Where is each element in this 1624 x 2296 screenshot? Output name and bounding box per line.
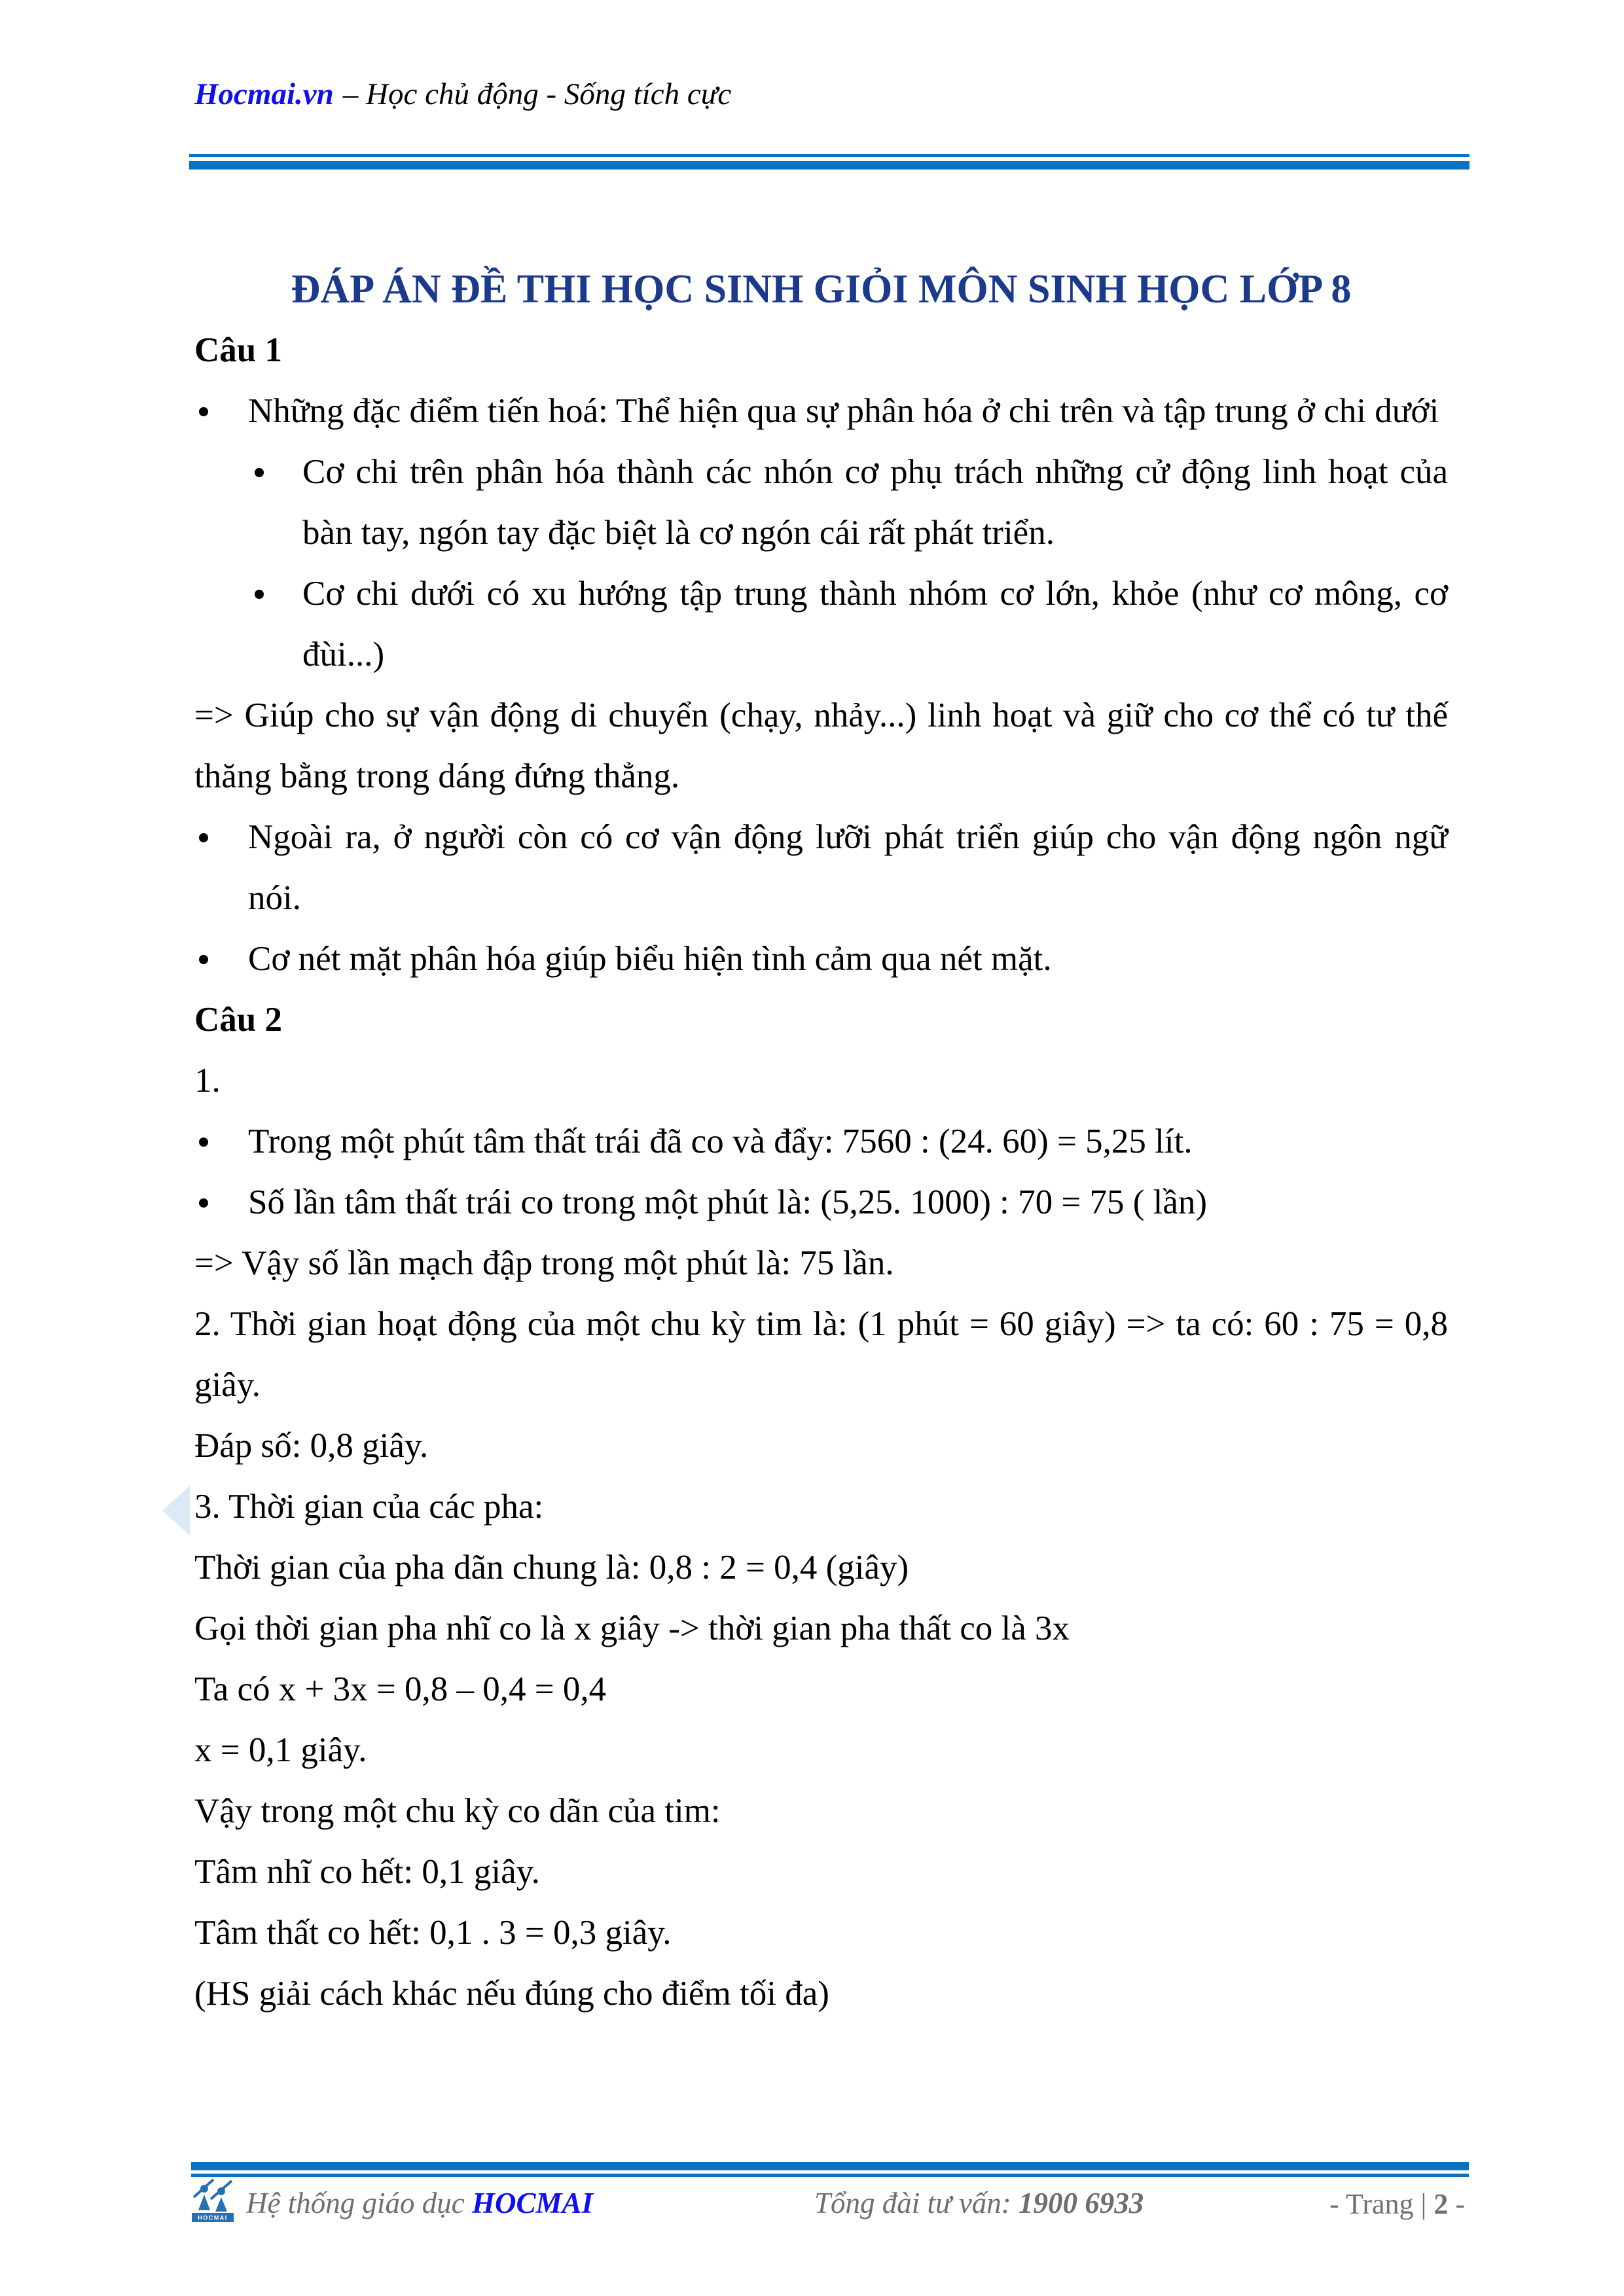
bullet-icon [199, 1198, 208, 1208]
answer-content [194, 259, 1448, 2024]
text-line: => Giúp cho sự vận động di chuyển (chạy, nhảy...) linh hoạt và giữ cho cơ thể có tư thế [194, 696, 1448, 734]
text-line: Gọi thời gian pha nhĩ co là x giây -> thời gian pha thất co là 3x [194, 1609, 1070, 1647]
bullet-continuation: nói. [248, 879, 301, 917]
brand-tagline: – Học chủ động - Sống tích cực [342, 77, 732, 111]
text-line: Tâm nhĩ co hết: 0,1 giây. [194, 1853, 540, 1891]
text-line: Thời gian của pha dãn chung là: 0,8 : 2 = 0,4 (giây) [194, 1549, 909, 1587]
page-number-prefix: - Trang | [1329, 2188, 1434, 2220]
text-line: Tâm thất co hết: 0,1 . 3 = 0,3 giây. [194, 1914, 672, 1952]
text-line: => Vậy số lần mạch đập trong một phút là: 75 lần. [194, 1244, 894, 1282]
footer-org [246, 2183, 593, 2223]
sub-bullet-item: Cơ chi dưới có xu hướng tập trung thành nhóm cơ lớn, khỏe (như cơ mông, cơ [194, 564, 1448, 624]
margin-arrow-watermark [162, 1486, 190, 1535]
page-number-value: 2 [1434, 2188, 1449, 2220]
bullet-item: Cơ nét mặt phân hóa giúp biểu hiện tình cảm qua nét mặt. [194, 929, 1448, 990]
text-line: thăng bằng trong dáng đứng thẳng. [194, 757, 680, 795]
footer-rule-thin [191, 2174, 1469, 2177]
footer-hotline-label: Tổng đài tư vấn: [814, 2187, 1019, 2219]
bullet-icon [255, 468, 264, 477]
bullet-item: Ngoài ra, ở người còn có cơ vận động lưỡi phát triển giúp cho vận động ngôn ngữ [194, 807, 1448, 868]
sub-bullet-item: Cơ chi trên phân hóa thành các nhón cơ phụ trách những cử động linh hoạt của [194, 442, 1448, 503]
footer-org-name: HOCMAI [471, 2187, 594, 2219]
text-line: 3. Thời gian của các pha: [194, 1488, 544, 1526]
logo-figure-head [200, 2185, 208, 2193]
footer-rule-thick [191, 2162, 1469, 2170]
text-line: giây. [194, 1366, 261, 1404]
footer-org-prefix: Hệ thống giáo dục [246, 2187, 472, 2219]
section-heading: Câu 2 [194, 1001, 283, 1039]
brand-name: Hocmai.vn [194, 77, 334, 111]
text-line: x = 0,1 giây. [194, 1731, 367, 1769]
bullet-icon [199, 955, 208, 964]
text-line: (HS giải cách khác nếu đúng cho điểm tối đa) [194, 1975, 829, 2013]
logo-figure-head [217, 2187, 225, 2195]
bullet-item: Trong một phút tâm thất trái đã co và đẩy: 7560 : (24. 60) = 5,25 lít. [194, 1111, 1448, 1172]
bullet-icon [199, 1138, 208, 1147]
footer-page-number [1329, 2185, 1465, 2224]
page-title: ĐÁP ÁN ĐỀ THI HỌC SINH GIỎI MÔN SINH HỌC LỚP 8 [291, 267, 1352, 312]
bullet-item: Số lần tâm thất trái co trong một phút là: (5,25. 1000) : 70 = 75 ( lần) [194, 1172, 1448, 1233]
sub-bullet-continuation: bàn tay, ngón tay đặc biệt là cơ ngón cái rất phát triển. [302, 514, 1055, 552]
logo-text: HOCMAI [198, 2214, 228, 2221]
page-header [194, 73, 731, 115]
footer-hotline [814, 2183, 1144, 2223]
page-number-suffix: - [1448, 2188, 1465, 2220]
section-heading: Câu 1 [194, 331, 283, 369]
header-rule-thick [189, 161, 1470, 170]
bullet-icon [199, 833, 208, 842]
bullet-item: Những đặc điểm tiến hoá: Thể hiện qua sự phân hóa ở chi trên và tập trung ở chi dưới [194, 381, 1448, 442]
header-rule-thin [189, 154, 1470, 157]
footer-hotline-number: 1900 6933 [1019, 2187, 1144, 2219]
text-line: 1. [194, 1062, 221, 1100]
text-line: Đáp số: 0,8 giây. [194, 1427, 429, 1465]
text-line: Vậy trong một chu kỳ co dãn của tim: [194, 1792, 721, 1830]
text-line: 2. Thời gian hoạt động của một chu kỳ tim là: (1 phút = 60 giây) => ta có: 60 : 75 = 0,8 [194, 1305, 1448, 1343]
bullet-icon [199, 407, 208, 416]
text-line: Ta có x + 3x = 0,8 – 0,4 = 0,4 [194, 1670, 607, 1708]
bullet-icon [255, 590, 264, 599]
sub-bullet-continuation: đùi...) [302, 636, 385, 673]
hocmai-logo [192, 2178, 234, 2222]
